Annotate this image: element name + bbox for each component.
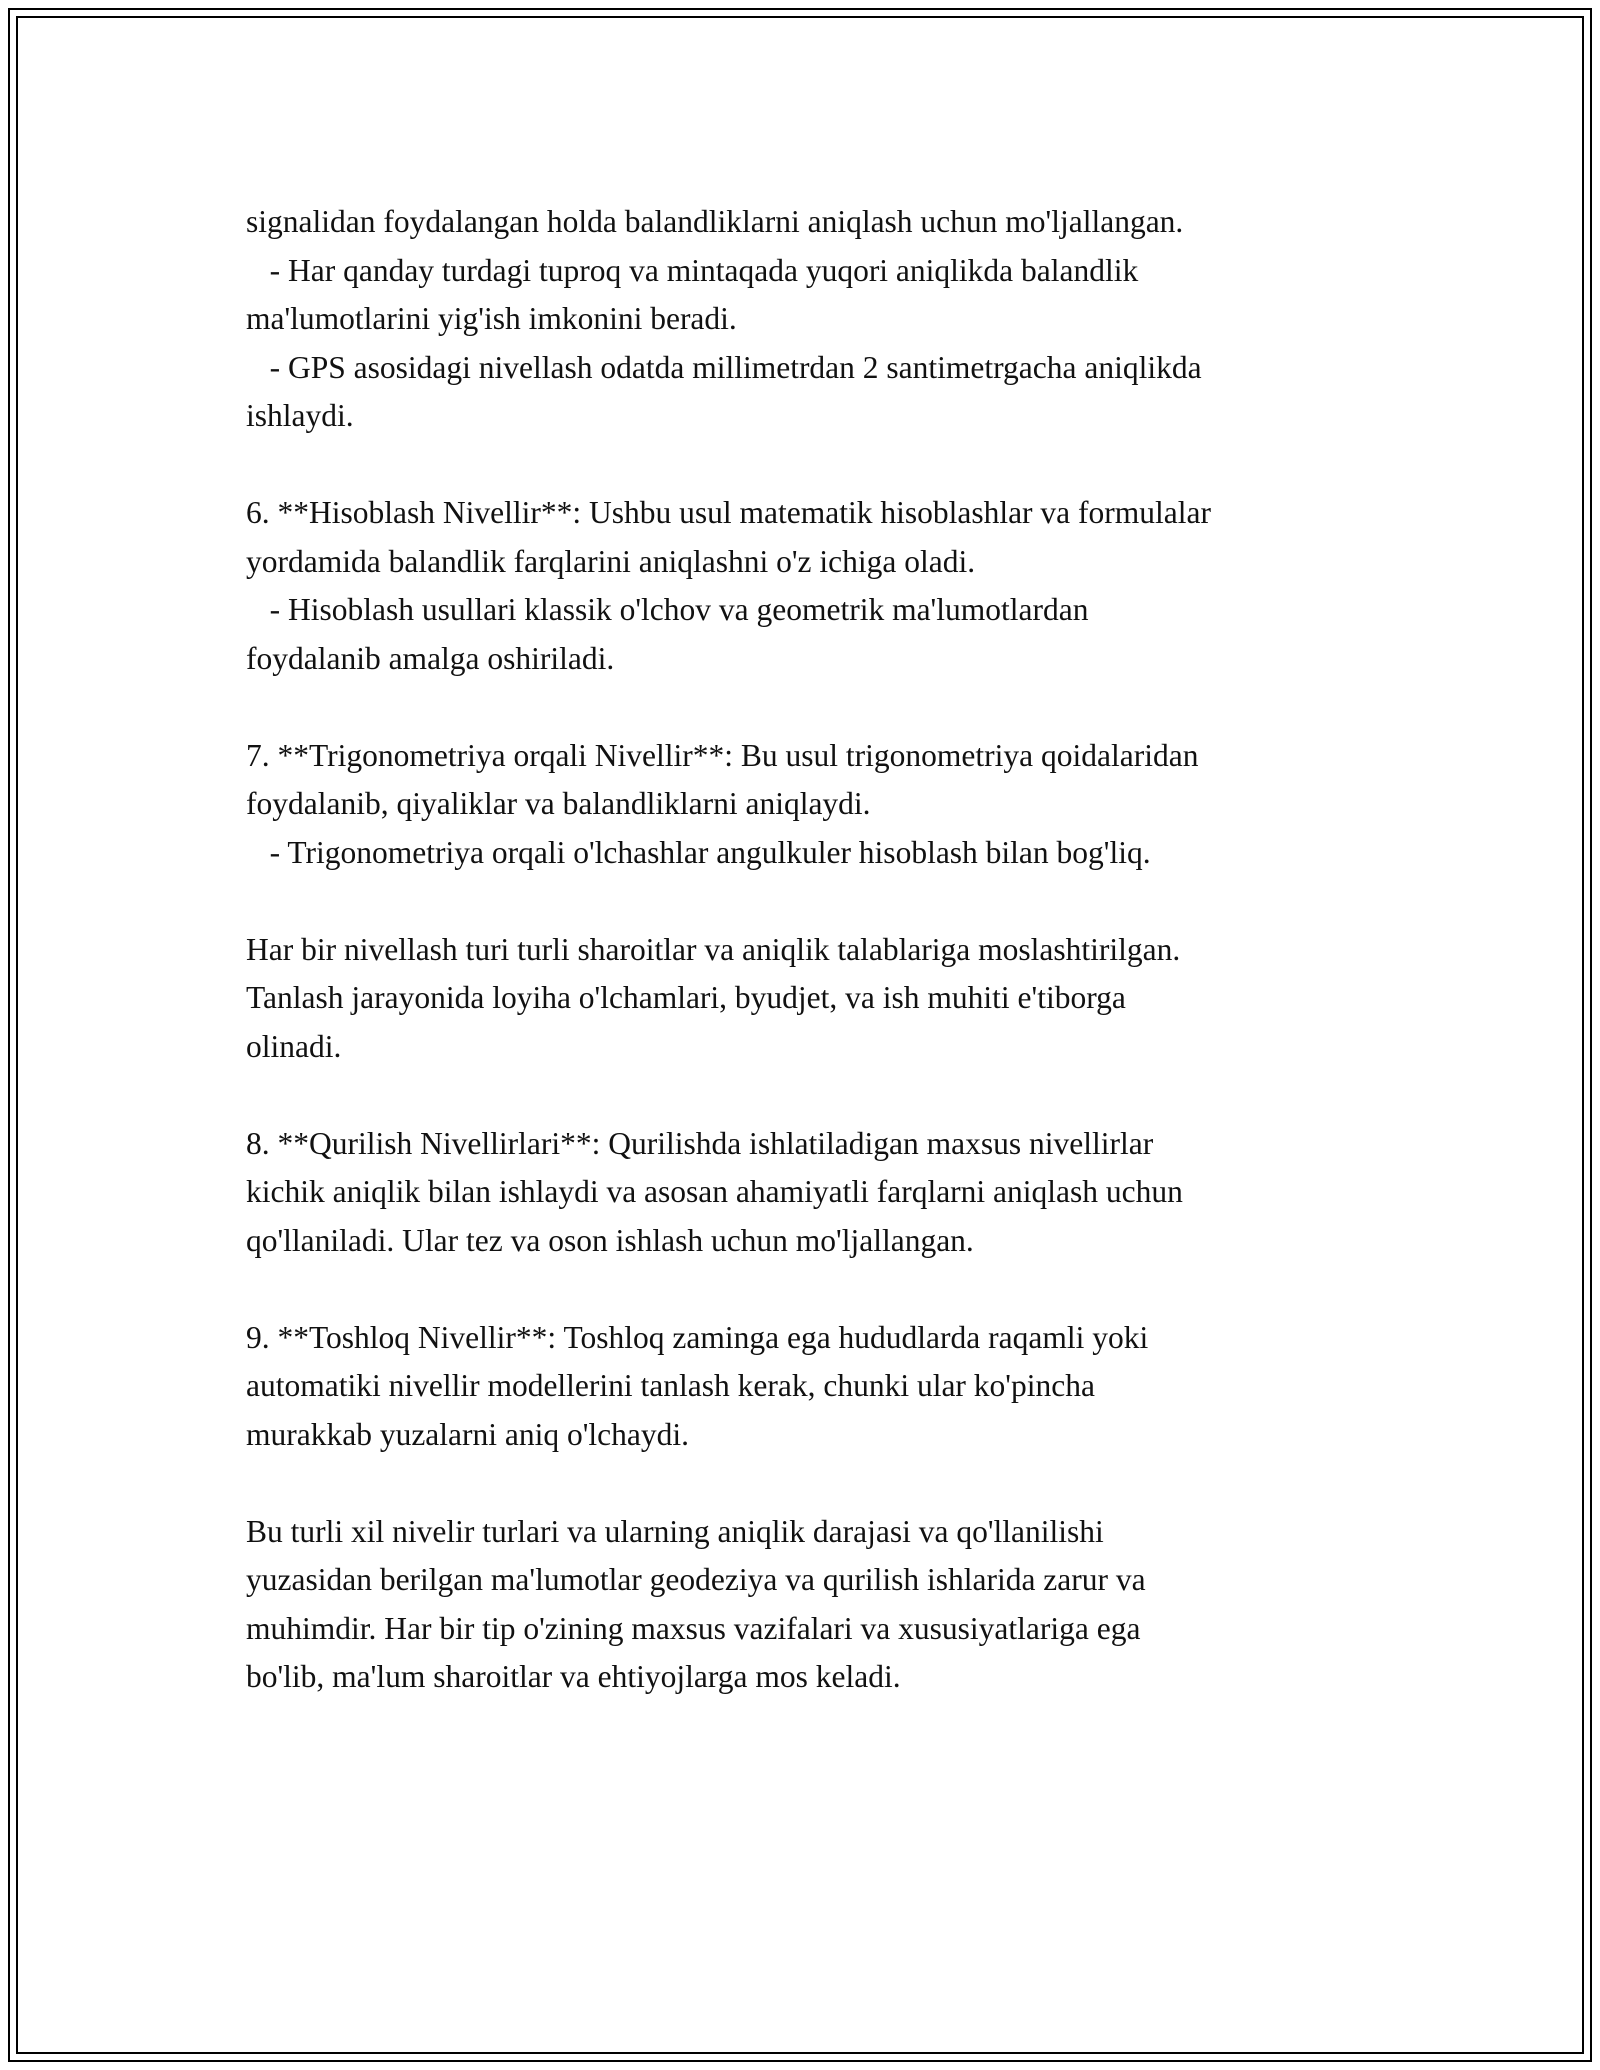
paragraph (246, 926, 1386, 1072)
paragraph (246, 1120, 1386, 1266)
text-line: foydalanib, qiyaliklar va balandliklarni aniqlaydi. (246, 786, 871, 821)
text-line: - Hisoblash usullari klassik o'lchov va geometrik ma'lumotlardan (246, 592, 1089, 627)
text-line: ma'lumotlarini yig'ish imkonini beradi. (246, 301, 737, 336)
text-line: qo'llaniladi. Ular tez va oson ishlash uchun mo'ljallangan. (246, 1222, 974, 1258)
document-page (8, 8, 1592, 2062)
paragraph (246, 489, 1386, 683)
paragraph (246, 198, 1386, 441)
text-line: 7. **Trigonometriya orqali Nivellir**: Bu usul trigonometriya qoidalaridan (246, 737, 1199, 773)
text-line: bo'lib, ma'lum sharoitlar va ehtiyojlarga mos keladi. (246, 1659, 901, 1694)
paragraph (246, 732, 1386, 878)
text-line: - Har qanday turdagi tuproq va mintaqada yuqori aniqlikda balandlik (246, 252, 1139, 288)
text-line: - GPS asosidagi nivellash odatda millimetrdan 2 santimetrgacha aniqlikda (246, 349, 1202, 385)
text-line: - Trigonometriya orqali o'lchashlar angulkuler hisoblash bilan bog'liq. (246, 834, 1151, 870)
text-line: muhimdir. Har bir tip o'zining maxsus vazifalari va xususiyatlariga ega (246, 1610, 1141, 1646)
text-line: 9. **Toshloq Nivellir**: Toshloq zaminga ega hududlarda raqamli yoki (246, 1319, 1149, 1355)
paragraph (246, 1314, 1386, 1460)
paragraph (246, 1508, 1386, 1702)
text-line: Har bir nivellash turi turli sharoitlar va aniqlik talablariga moslashtirilgan. (246, 931, 1181, 967)
text-line: signalidan foydalangan holda balandliklarni aniqlash uchun mo'ljallangan. (246, 204, 1184, 239)
text-line: kichik aniqlik bilan ishlaydi va asosan ahamiyatli farqlarni aniqlash uchun (246, 1174, 1183, 1209)
text-line: 6. **Hisoblash Nivellir**: Ushbu usul matematik hisoblashlar va formulalar (246, 495, 1211, 530)
text-line: murakkab yuzalarni aniq o'lchaydi. (246, 1416, 690, 1452)
text-line: olinadi. (246, 1028, 342, 1064)
document-body (246, 198, 1386, 1750)
text-line: ishlaydi. (246, 398, 354, 433)
text-line: Bu turli xil nivelir turlari va ularning aniqlik darajasi va qo'llanilishi (246, 1513, 1104, 1549)
text-line: foydalanib amalga oshiriladi. (246, 640, 615, 676)
text-line: automatiki nivellir modellerini tanlash kerak, chunki ular ko'pincha (246, 1368, 1095, 1403)
text-line: yuzasidan berilgan ma'lumotlar geodeziya va qurilish ishlarida zarur va (246, 1562, 1146, 1597)
text-line: yordamida balandlik farqlarini aniqlashni o'z ichiga oladi. (246, 543, 976, 579)
text-line: 8. **Qurilish Nivellirlari**: Qurilishda ishlatiladigan maxsus nivellirlar (246, 1125, 1154, 1161)
text-line: Tanlash jarayonida loyiha o'lchamlari, byudjet, va ish muhiti e'tiborga (246, 980, 1126, 1015)
